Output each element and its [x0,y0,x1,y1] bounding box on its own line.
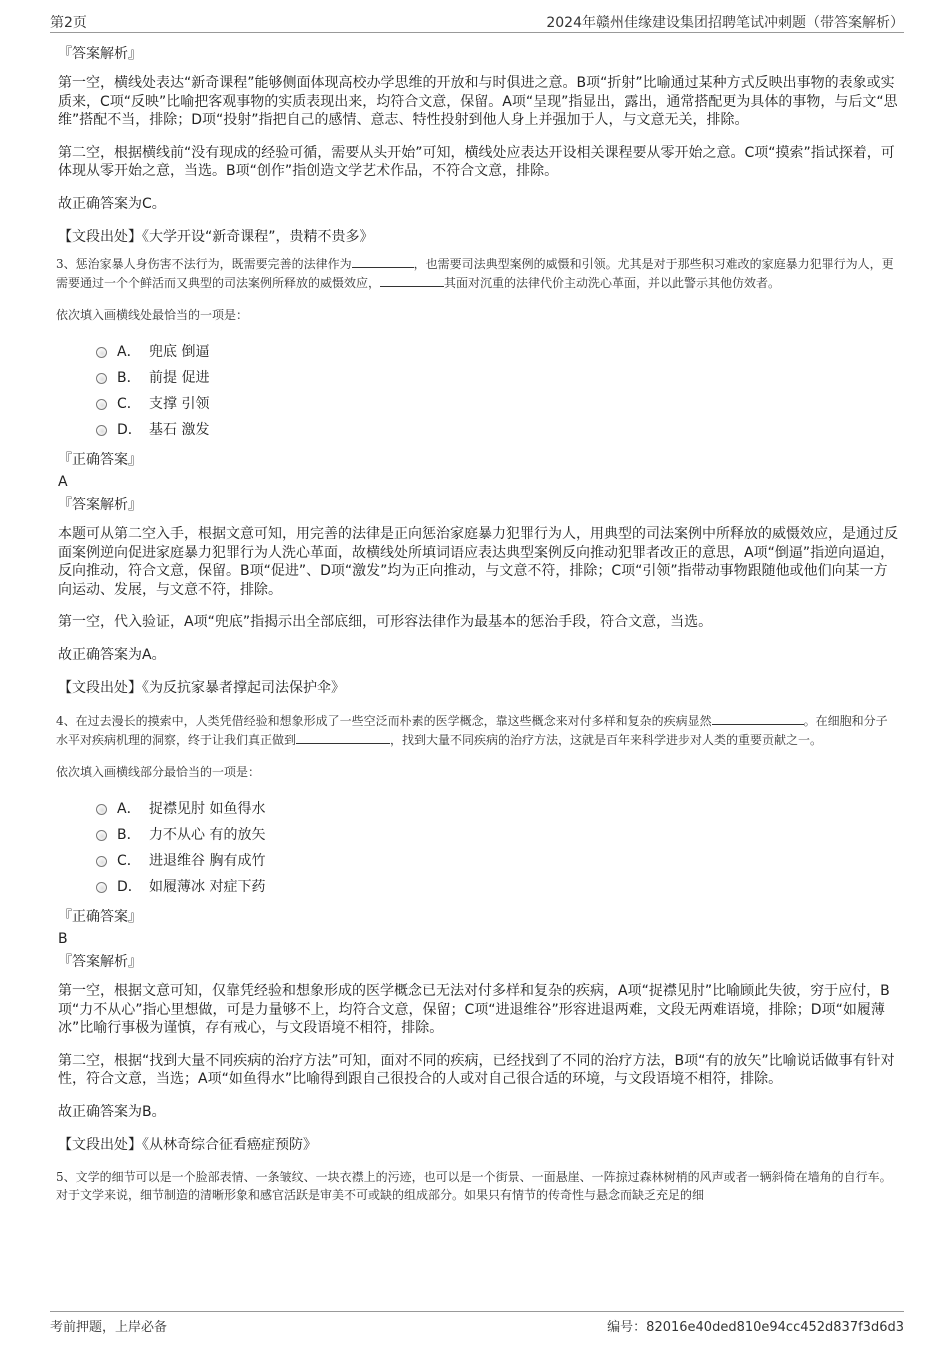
fill-blank [380,274,444,287]
radio-icon[interactable] [96,373,107,384]
correct-answer-heading: 『正确答案』 [58,452,142,468]
question-stem: 3、惩治家暴人身伤害不法行为，既需要完善的法律作为 ，也需要司法典型案例的威慑和引领。尤其是对于那些积习难改的家庭暴力犯罪行为人，更需要通过一个个鲜活而又典型的司法案例所释放的威慑效应， 其面对沉重的法律代价主动洗心革面，并以此警示其他仿效者。 [56,257,894,290]
footer-slogan: 考前押题，上岸必备 [50,1320,168,1335]
analysis-heading: 『答案解析』 [58,497,142,513]
document-id: 编号：82016e40ded810e94cc452d837f3d6d3 [607,1320,904,1335]
page-footer [50,1311,904,1336]
page-header [50,10,904,33]
option-c[interactable]: C． 支撑 引领 [96,391,898,417]
option-list [96,339,898,443]
question-stem: 5、文学的细节可以是一个脸部表情、一条皱纹、一块衣襟上的污迹，也可以是一个街景、一面悬崖、一阵掠过森林树梢的风声或者一辆斜倚在墙角的自行车。对于文学来说，细节制造的清晰形象和感官活跃是审美不可或缺的组成部分。如果只有情节的传奇性与悬念而缺乏充足的细 [56,1170,892,1202]
option-d[interactable]: D． 基石 激发 [96,417,898,443]
radio-icon[interactable] [96,830,107,841]
radio-icon[interactable] [96,347,107,358]
analysis-paragraph: 第一空，代入验证，A项“兜底”指揭示出全部底细，可形容法律作为最基本的惩治手段，符合文意，当选。 [58,614,713,630]
analysis-heading: 『答案解析』 [58,46,142,62]
document-body [56,44,898,1218]
source-citation: 【文段出处】《从林奇综合征看癌症预防》 [58,1137,317,1153]
analysis-paragraph: 第一空，横线处表达“新奇课程”能够侧面体现高校办学思维的开放和与时俱进之意。B项“折射”比喻通过某种方式反映出事物的表象或实质来，C项“反映”比喻把客观事物的实质表现出来，均符合文意，保留。A项“呈现”指显出，露出，通常搭配更为具体的事物，与后文“思维”搭配不当，排除；D项“投射”指把自己的感情、意志、特性投射到他人身上并强加于人，与文意无关，排除。 [58,75,898,128]
correct-answer-heading: 『正确答案』 [58,909,142,925]
option-b[interactable]: B． 前提 促进 [96,365,898,391]
answer-conclusion: 故正确答案为C。 [58,195,166,212]
fill-blank [352,255,414,268]
radio-icon[interactable] [96,882,107,893]
source-citation: 【文段出处】《大学开设“新奇课程”，贵精不贵多》 [58,229,374,245]
analysis-paragraph: 第二空，根据横线前“没有现成的经验可循，需要从头开始”可知，横线处应表达开设相关课程要从零开始之意。C项“摸索”指试探着，可体现从零开始之意，当选。B项“创作”指创造文学艺术作品，不符合文意，排除。 [58,144,895,179]
answer-conclusion: 故正确答案为B。 [58,1103,166,1120]
radio-icon[interactable] [96,856,107,867]
source-citation: 【文段出处】《为反抗家暴者撑起司法保护伞》 [58,680,345,696]
page-number: 第2页 [50,15,87,31]
document-title: 2024年赣州佳缘建设集团招聘笔试冲刺题（带答案解析） [546,15,904,31]
fill-blank [296,731,390,744]
radio-icon[interactable] [96,425,107,436]
analysis-heading: 『答案解析』 [58,954,142,970]
question-stem: 4、在过去漫长的摸索中，人类凭借经验和想象形成了一些空泛而朴素的医学概念，靠这些概念来对付多样和复杂的疾病显然 。在细胞和分子水平对疾病机理的洞察，终于让我们真正做到 ，找到大量不同疾病的治疗方法，这就是百年来科学进步对人类的重要贡献之一。 [56,714,888,747]
answer-conclusion: 故正确答案为A。 [58,646,166,663]
analysis-paragraph: 第二空，根据“找到大量不同疾病的治疗方法”可知，面对不同的疾病，已经找到了不同的治疗方法，B项“有的放矢”比喻说话做事有针对性，符合文意，当选；A项“如鱼得水”比喻得到跟自己很投合的人或对自己很合适的环境，与文段语境不相符，排除。 [58,1052,895,1087]
question-prompt: 依次填入画横线处最恰当的一项是： [56,308,249,322]
radio-icon[interactable] [96,399,107,410]
option-d[interactable]: D． 如履薄冰 对症下药 [96,874,898,900]
option-list [96,796,898,900]
fill-blank [712,712,804,725]
correct-answer: B [58,931,68,947]
correct-answer: A [58,474,68,490]
option-a[interactable]: A． 捉襟见肘 如鱼得水 [96,796,898,822]
option-c[interactable]: C． 进退维谷 胸有成竹 [96,848,898,874]
option-a[interactable]: A． 兜底 倒逼 [96,339,898,365]
analysis-paragraph: 第一空，根据文意可知，仅靠凭经验和想象形成的医学概念已无法对付多样和复杂的疾病，A项“捉襟见肘”比喻顾此失彼，穷于应付，B项“力不从心”指心里想做，可是力量够不上，均符合文意，保留；C项“进退维谷”形容进退两难，文段无两难语境，排除；D项“如履薄冰”比喻行事极为谨慎，存有戒心，与文段语境不相符，排除。 [58,983,890,1036]
analysis-paragraph: 本题可从第二空入手，根据文意可知，用完善的法律是正向惩治家庭暴力犯罪行为人，用典型的司法案例中所释放的威慑效应，是通过反面案例逆向促进家庭暴力犯罪行为人洗心革面，故横线处所填词语应表达典型案例反向推动犯罪者改正的意思，A项“倒逼”指逆向逼迫，反向推动，符合文意，保留。B项“促进”、D项“激发”均为正向推动，与文意不符，排除；C项“引领”指带动事物跟随他或他们向某一方向运动、发展，与文意不符，排除。 [58,526,898,598]
radio-icon[interactable] [96,804,107,815]
option-b[interactable]: B． 力不从心 有的放矢 [96,822,898,848]
question-prompt: 依次填入画横线部分最恰当的一项是： [56,765,261,779]
